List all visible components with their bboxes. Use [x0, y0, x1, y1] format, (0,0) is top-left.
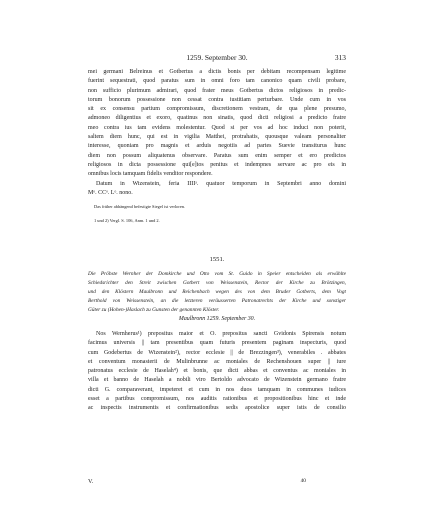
- text-line: esset a partibus compromissum, nos auditis rationibus et propositionibus hinc et inde: [88, 396, 346, 403]
- page-number: 313: [334, 53, 346, 62]
- summary-line: Berthold von Weissenstein, an die letzteren veräusserten Patronatrechts der Kirche und sonstiger: [88, 298, 346, 304]
- seal-note: [94, 202, 346, 212]
- text-line: religiosos in dicta possessione qui[e]tos penitus et indempnes servare ac pro eis in: [88, 161, 346, 168]
- volume-signature: V.: [88, 478, 94, 485]
- text-line: omnibus locis tamquam fidelis venditor respondere.: [88, 171, 213, 178]
- summary-line: Schiedsrichter den Streit zwischen Gotbert von Weissenstein, Rector der Kirche zu Brötzingen,: [88, 280, 346, 286]
- footnote-line: 1 und 2) Vergl. S. 106, Anm. 1 und 2.: [94, 218, 160, 223]
- text-line: facimus universis || tam presentibus quam futuris presentem paginam inspecturis, quod: [88, 340, 346, 347]
- summary-line: Die Pröbste Wernher der Domkirche und Otto vom St. Guido in Speier entscheiden als erwählte: [88, 271, 346, 277]
- sheet-number: 40: [300, 478, 306, 484]
- text-line: meo contra ius tam evidens molestentur. Quod si per vos ad hoc induci non poterit,: [88, 124, 346, 131]
- text-line: sit ex consensu partium compromissum, discretionem vestram, de qua plene presumo,: [88, 106, 346, 113]
- text-line: cum Godebertus de Wizenstein²), rector ecclesie || de Brezzingen³), venerabiles . abbates: [88, 349, 346, 356]
- running-header: [88, 53, 346, 65]
- dating-clause: Mᵒ. CCᵒ. Lᵒ. nono.: [88, 189, 133, 196]
- text-line: Nos Wernherus¹) prepositus maior et O. prepositus sancti Gvidonis Spirensis notum: [96, 331, 346, 337]
- charter-text: [88, 330, 346, 414]
- text-line: saltem diem hunc, qui est in vigilia Matthei, protrahatis, quousque valeam personaliter: [88, 134, 346, 141]
- text-line: dicti G. comparaverant, impeteret et cum in nos duos tamquam in communes iudices: [88, 386, 346, 393]
- text-line: fuerint sequestrati, quod paratus sum in omni foro tam canonico quam civili probare,: [88, 78, 346, 85]
- continued-charter-text: [88, 68, 346, 198]
- note-line: Das früher abhängend befestigte Siegel ist verloren.: [94, 204, 186, 209]
- summary-line: Güter zu (Hohen-)Haslach zu Gunsten der genannten Klöster.: [88, 307, 220, 313]
- text-line: ac inspectis instrumentis et confirmationibus sedis apostolice super istis de consilio: [88, 405, 346, 412]
- summary-line: und den Klöstern Maulbronn und Reichenbach wegen des von dem Bruder Gotberts, dem Vogt: [88, 289, 346, 295]
- text-line: et conventum monasterii de Mulinbrunne ac moniales de Rechenshouen super || iure: [88, 358, 346, 365]
- text-line: patronatus ecclesie de Haselah⁴) et bonis, que dicti abbas et conventus ac moniales in: [88, 368, 346, 375]
- page-footer: [88, 478, 346, 488]
- text-line: mei germani Belreinus et Gotbertus a dictis bonis per debitam recompensam legitime: [88, 69, 346, 75]
- text-line: torum bonorum possessione non cessat contra iustitiam perturbare. Unde cum in vos: [88, 96, 346, 103]
- text-line: interesse, quoniam pro magnis et arduis negotiis ad partes Suevie transiturus hunc: [88, 143, 346, 150]
- footnotes: [94, 216, 346, 226]
- document-summary: [88, 270, 346, 315]
- dating-clause: Datum in Wizenstein, feria IIIIᵃ. quatuor temporum in Septembri anno domini: [96, 180, 346, 187]
- text-line: non sufficio plurimum admirari, quod frater meus Gotbertus dictos religiosos in predic-: [88, 87, 346, 94]
- header-date: 1259. September 30.: [186, 53, 248, 62]
- text-line: admoneo diligentius et exoro, quatinus non sinatis, quod dicti religiosi a predicto fratre: [88, 115, 346, 122]
- document-number: 1551.: [209, 256, 225, 263]
- text-line: villa et banno de Haselah a nobili viro Bertoldo advocato de Wizenstein germano fratre: [88, 377, 346, 384]
- place-date: Maulbronn 1259. September 30.: [178, 316, 256, 322]
- text-line: diem non possum aliquatenus observare. Paratus sum enim semper et ero predictos: [88, 152, 346, 159]
